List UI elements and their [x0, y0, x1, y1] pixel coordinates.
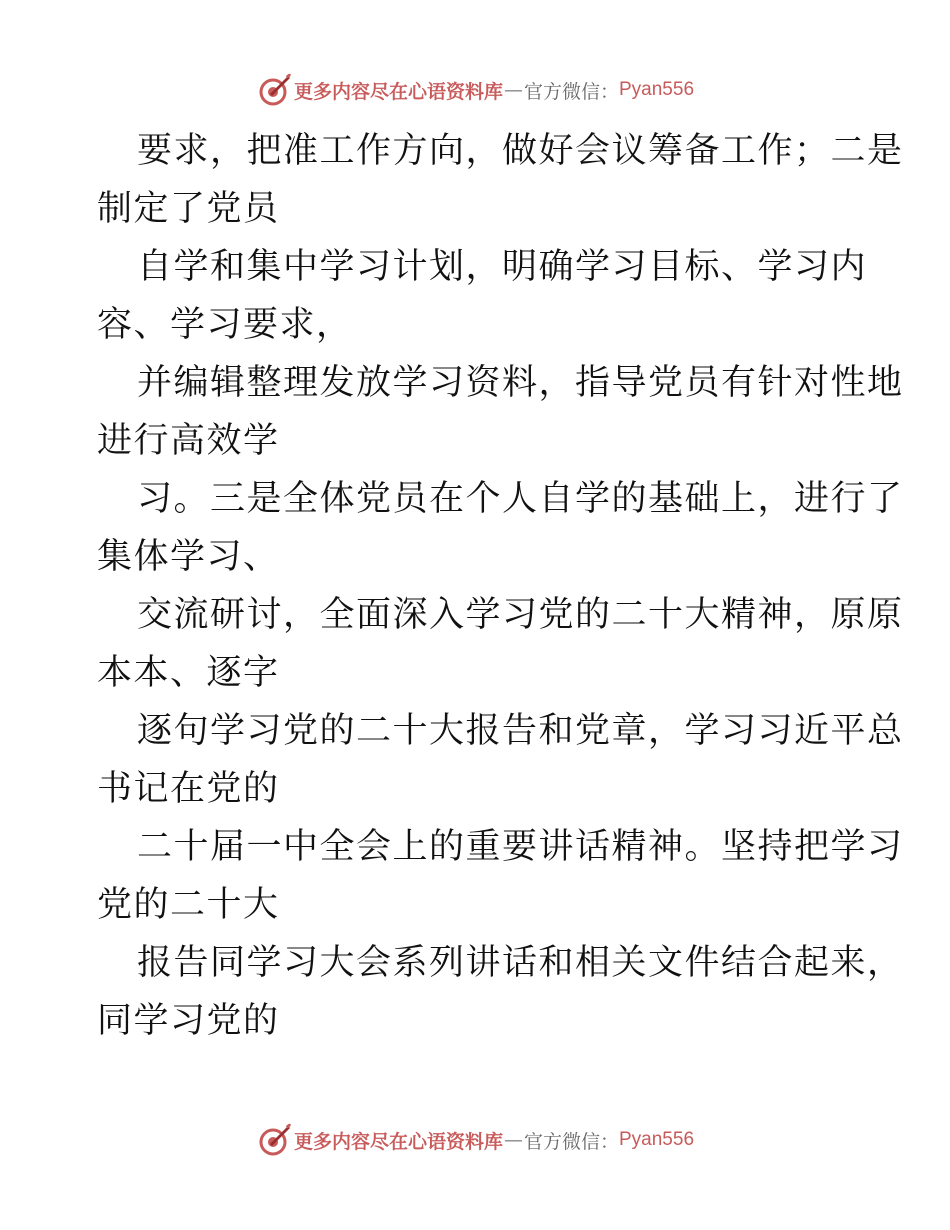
banner-wechat-label: 官方微信： [523, 80, 619, 103]
text-line: 党的二十大 [97, 885, 280, 925]
text-line: 逐句学习党的二十大报告和党章，学习习近平总 [137, 711, 904, 751]
text-line: 制定了党员 [97, 189, 280, 229]
text-line: 本本、逐字 [97, 653, 280, 693]
header-banner [0, 70, 950, 110]
document-body [97, 122, 904, 1050]
banner-slogan: 更多内容尽在心语资料库 [293, 1130, 503, 1153]
banner-dash: — [503, 79, 523, 101]
text-line: 容、学习要求， [97, 305, 353, 345]
text-line: 自学和集中学习计划，明确学习目标、学习内 [137, 247, 868, 287]
text-line: 习。三是全体党员在个人自学的基础上，进行了 [137, 479, 904, 519]
text-line: 要求，把准工作方向，做好会议筹备工作；二是 [137, 131, 904, 171]
quill-logo-icon [256, 1122, 292, 1158]
text-line: 并编辑整理发放学习资料，指导党员有针对性地 [137, 363, 904, 403]
banner-wechat-label: 官方微信： [523, 1130, 619, 1153]
quill-logo-icon [256, 72, 292, 108]
footer-banner [0, 1120, 950, 1160]
banner-wechat-id: Pyan556 [619, 1129, 695, 1150]
text-line: 书记在党的 [97, 769, 280, 809]
banner-slogan: 更多内容尽在心语资料库 [293, 80, 503, 103]
text-line: 同学习党的 [97, 1001, 280, 1041]
text-line: 交流研讨，全面深入学习党的二十大精神，原原 [137, 595, 904, 635]
banner-dash: — [503, 1129, 523, 1151]
text-line: 集体学习、 [97, 537, 280, 577]
text-line: 二十届一中全会上的重要讲话精神。坚持把学习 [137, 827, 904, 867]
text-line: 进行高效学 [97, 421, 280, 461]
text-line: 报告同学习大会系列讲话和相关文件结合起来， [137, 943, 904, 983]
banner-wechat-id: Pyan556 [619, 79, 695, 100]
